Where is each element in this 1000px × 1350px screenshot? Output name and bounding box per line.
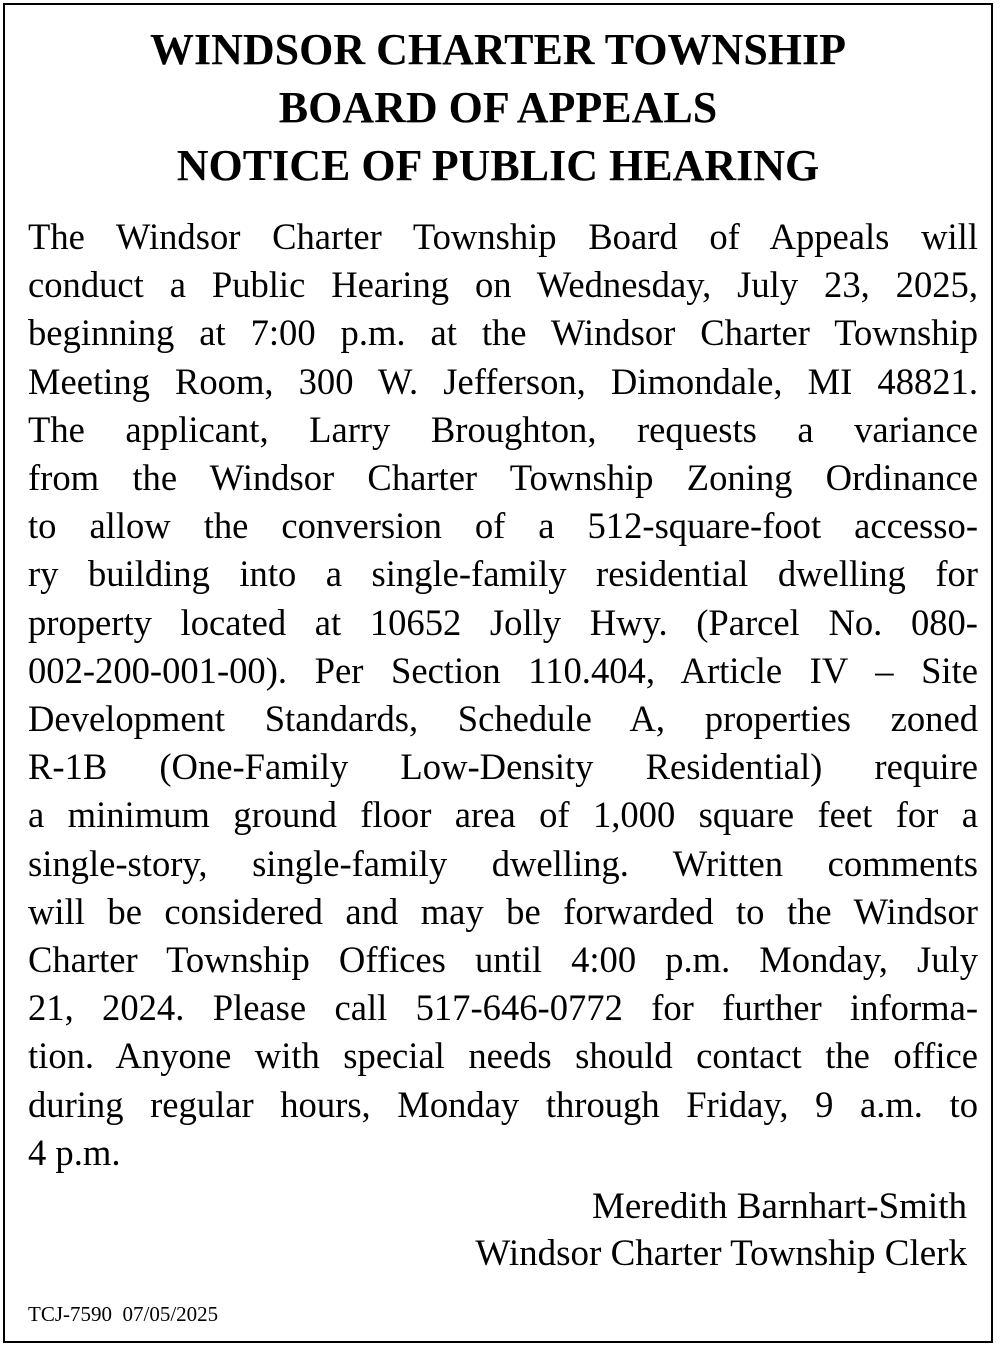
signer-title: Windsor Charter Township Clerk [475,1233,967,1274]
body-line: R-1B (One-Family Low-Density Residential) require [28,746,978,788]
body-line: single-story, single-family dwelling. Written comments [28,842,978,884]
body-line: Meeting Room, 300 W. Jefferson, Dimondale, MI 48821. [28,360,978,402]
body-line: Charter Township Offices until 4:00 p.m. Monday, July [28,939,978,981]
public-notice [3,3,993,1343]
body-line: 21, 2024. Please call 517-646-0772 for further informa- [28,987,978,1029]
body-line: from the Windsor Charter Township Zoning Ordinance [28,457,978,499]
notice-header [5,21,991,195]
header-line-board: BOARD OF APPEALS [278,83,718,132]
body-line: tion. Anyone with special needs should contact the office [28,1035,978,1077]
publication-code: TCJ-7590 07/05/2025 [28,1302,219,1326]
header-line-township: WINDSOR CHARTER TOWNSHIP [149,25,847,74]
signer-name: Meredith Barnhart-Smith [591,1186,967,1227]
body-line: ry building into a single-family residential dwelling for [28,553,978,595]
body-line: beginning at 7:00 p.m. at the Windsor Charter Township [28,312,978,354]
signature-block [475,1183,967,1277]
body-line: The Windsor Charter Township Board of Appeals will [28,216,978,257]
body-line: to allow the conversion of a 512-square-foot accesso- [28,505,978,547]
notice-body [28,213,978,1177]
body-line: conduct a Public Hearing on Wednesday, July 23, 2025, [28,264,978,306]
body-line: will be considered and may be forwarded to the Windsor [28,890,978,932]
body-line: Development Standards, Schedule A, properties zoned [28,698,978,740]
body-line: 4 p.m. [28,1131,121,1173]
header-line-notice-title: NOTICE OF PUBLIC HEARING [176,141,820,190]
body-line: property located at 10652 Jolly Hwy. (Parcel No. 080- [28,601,978,643]
body-line: a minimum ground floor area of 1,000 square feet for a [28,794,978,836]
body-line: 002-200-001-00). Per Section 110.404, Article IV – Site [28,649,978,691]
body-line: The applicant, Larry Broughton, requests a variance [28,408,978,450]
body-line: during regular hours, Monday through Friday, 9 a.m. to [28,1083,978,1125]
